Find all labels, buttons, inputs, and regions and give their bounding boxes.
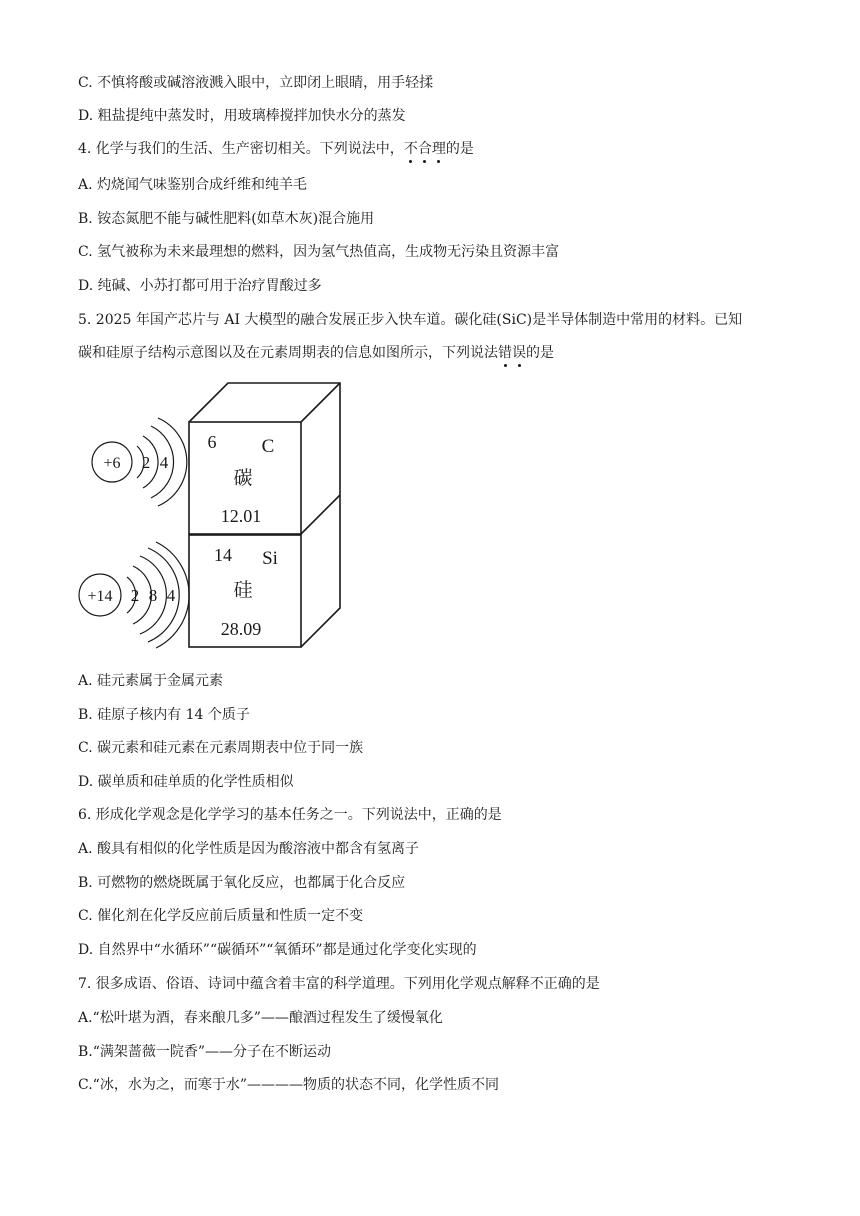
carbon-nucleus-charge: +6 xyxy=(103,455,121,472)
silicon-atom-diagram xyxy=(79,542,189,648)
carbon-atomic-mass: 12.01 xyxy=(220,506,262,526)
q5-stem-tail: 的是 xyxy=(526,345,554,361)
emphasis-char: 理 xyxy=(431,141,446,157)
q3-option-d: D. 粗盐提纯中蒸发时，用玻璃棒搅拌加快水分的蒸发 xyxy=(78,108,406,124)
carbon-shell-electrons-1: 2 xyxy=(141,453,151,472)
silicon-shell-electrons-3: 4 xyxy=(166,586,176,605)
carbon-symbol: C xyxy=(261,436,275,457)
carbon-atomic-number: 6 xyxy=(207,432,217,452)
q7-option-c: C.“冰，水为之，而寒于水”————物质的状态不同，化学性质不同 xyxy=(78,1077,499,1093)
q5-option-c: C. 碳元素和硅元素在元素周期表中位于同一族 xyxy=(78,740,364,756)
q5-stem-line1: 5. 2025 年国产芯片与 AI 大模型的融合发展正步入快车道。碳化硅(SiC)是半导体制造中常用的材料。已知 xyxy=(78,312,743,328)
q6-option-a: A. 酸具有相似的化学性质是因为酸溶液中都含有氢离子 xyxy=(78,841,420,857)
q7-stem: 7. 很多成语、俗语、诗词中蕴含着丰富的科学道理。下列用化学观点解释不正确的是 xyxy=(78,976,600,992)
element-figure xyxy=(78,380,358,655)
carbon-atom-diagram xyxy=(92,418,187,506)
q4-stem xyxy=(78,139,474,159)
silicon-atomic-mass: 28.09 xyxy=(220,619,262,639)
silicon-shell-electrons-2: 8 xyxy=(148,586,158,605)
cube-edge-top xyxy=(301,383,340,422)
q7-option-a: A.“松叶堪为酒，春来酿几多”——酿酒过程发生了缓慢氧化 xyxy=(78,1010,443,1026)
q7-option-b: B.“满架蔷薇一院香”——分子在不断运动 xyxy=(78,1044,332,1060)
silicon-nucleus-charge: +14 xyxy=(87,588,113,605)
q5-stem-line2 xyxy=(78,343,554,363)
q4-stem-tail: 的是 xyxy=(445,141,474,157)
q4-option-b: B. 铵态氮肥不能与碱性肥料(如草木灰)混合施用 xyxy=(78,211,375,227)
q5-option-b: B. 硅原子核内有 14 个质子 xyxy=(78,707,250,723)
q5-emphasis xyxy=(498,345,526,361)
emphasis-char: 不 xyxy=(403,141,418,157)
silicon-name: 硅 xyxy=(233,580,253,601)
q4-option-c: C. 氢气被称为未来最理想的燃料，因为氢气热值高，生成物无污染且资源丰富 xyxy=(78,244,560,260)
carbon-shell-electrons-2: 4 xyxy=(159,453,169,472)
carbon-name: 碳 xyxy=(233,468,253,489)
q5-stem-text: 碳和硅原子结构示意图以及在元素周期表的信息如图所示，下列说法 xyxy=(78,345,498,361)
q5-option-d: D. 碳单质和硅单质的化学性质相似 xyxy=(78,774,294,790)
emphasis-char: 误 xyxy=(512,345,526,361)
q4-emphasis xyxy=(404,141,446,157)
periodic-table-cells xyxy=(189,383,340,647)
cube-edge-middle xyxy=(301,495,340,534)
silicon-shell-electrons-1: 2 xyxy=(130,586,140,605)
emphasis-char: 合 xyxy=(417,141,432,157)
silicon-symbol: Si xyxy=(262,548,278,569)
q6-option-c: C. 催化剂在化学反应前后质量和性质一定不变 xyxy=(78,908,364,924)
q4-stem-text: 4. 化学与我们的生活、生产密切相关。下列说法中， xyxy=(78,141,404,157)
q4-option-d: D. 纯碱、小苏打都可用于治疗胃酸过多 xyxy=(78,278,322,294)
q3-option-c: C. 不慎将酸或碱溶液溅入眼中，立即闭上眼睛，用手轻揉 xyxy=(78,75,434,91)
q4-option-a: A. 灼烧闻气味鉴别合成纤维和纯羊毛 xyxy=(78,177,308,193)
q5-option-a: A. 硅元素属于金属元素 xyxy=(78,673,224,689)
q6-stem: 6. 形成化学观念是化学学习的基本任务之一。下列说法中，正确的是 xyxy=(78,807,502,823)
q6-option-d: D. 自然界中“水循环”“碳循环”“氧循环”都是通过化学变化实现的 xyxy=(78,942,477,958)
silicon-atomic-number: 14 xyxy=(214,545,232,565)
emphasis-char: 错 xyxy=(498,345,512,361)
q6-option-b: B. 可燃物的燃烧既属于氧化反应，也都属于化合反应 xyxy=(78,875,406,891)
